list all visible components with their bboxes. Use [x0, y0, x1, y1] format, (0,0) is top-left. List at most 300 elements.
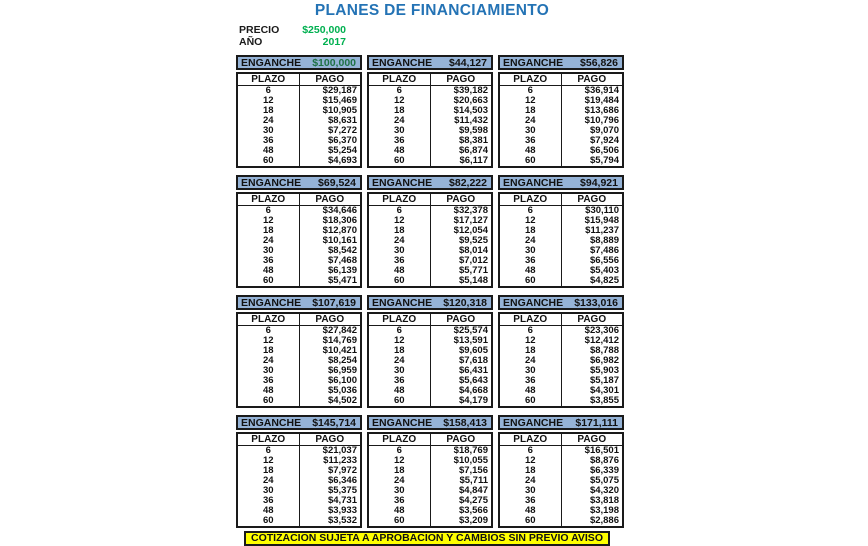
pago-cell: $6,431 [458, 365, 488, 376]
pago-cell: $9,525 [458, 235, 488, 246]
plazo-cell: 12 [499, 456, 561, 466]
plan-table-group [236, 175, 362, 288]
pago-cell: $4,731 [327, 495, 357, 506]
plazo-cell: 24 [368, 356, 430, 366]
plazo-cell: 60 [499, 156, 561, 167]
pago-cell: $8,542 [327, 245, 357, 256]
pago-cell: $34,646 [322, 205, 357, 216]
plazo-cell: 30 [368, 486, 430, 496]
pago-cell: $4,693 [327, 155, 357, 166]
plazo-cell: 6 [499, 206, 561, 217]
plazo-cell: 36 [499, 256, 561, 266]
plazo-cell: 48 [499, 506, 561, 516]
plan-table-group [367, 295, 493, 408]
pago-cell: $5,403 [589, 265, 619, 276]
pago-cell: $11,432 [454, 115, 488, 126]
pago-cell: $7,924 [589, 135, 619, 146]
payments-table [367, 432, 493, 528]
pago-cell: $8,889 [589, 235, 619, 246]
plazo-column-header: PLAZO [499, 313, 561, 326]
plan-row [237, 156, 361, 167]
plazo-cell: 30 [237, 486, 299, 496]
payments-table [498, 312, 624, 408]
pago-cell: $10,161 [322, 235, 357, 246]
plazo-column-header: PLAZO [499, 193, 561, 206]
enganche-value: $145,714 [312, 416, 356, 429]
plazo-cell: 6 [237, 446, 299, 457]
plan-row [368, 516, 492, 527]
plan-row [237, 516, 361, 527]
pago-cell: $7,156 [458, 465, 488, 476]
plan-table-group [498, 55, 624, 168]
pago-cell: $10,905 [322, 105, 357, 116]
enganche-label: ENGANCHE [241, 176, 302, 189]
payments-table [367, 192, 493, 288]
ano-label: AÑO [239, 36, 263, 48]
enganche-value: $171,111 [575, 416, 618, 429]
plazo-cell: 18 [237, 346, 299, 356]
ano-value: 2017 [322, 36, 346, 48]
pago-cell: $20,663 [453, 95, 488, 106]
pago-cell: $14,503 [453, 105, 488, 116]
payments-header-row [368, 193, 492, 206]
plazo-cell: 36 [499, 496, 561, 506]
pago-cell: $13,591 [453, 335, 488, 346]
plazo-cell: 12 [499, 216, 561, 226]
precio-value: $250,000 [302, 24, 346, 36]
payments-table [498, 432, 624, 528]
pago-column-header: PAGO [299, 193, 361, 206]
plan-table-group [367, 415, 493, 528]
pago-cell: $6,346 [327, 475, 357, 486]
plazo-cell: 48 [368, 506, 430, 516]
enganche-value: $107,619 [312, 296, 356, 309]
pago-column-header: PAGO [430, 433, 492, 446]
plan-table-group [367, 55, 493, 168]
plazo-cell: 48 [368, 146, 430, 156]
pago-cell: $7,272 [327, 125, 357, 136]
pago-cell: $4,668 [458, 385, 488, 396]
plazo-column-header: PLAZO [368, 193, 430, 206]
enganche-label: ENGANCHE [503, 416, 564, 429]
plan-table-group [367, 175, 493, 288]
payments-header-row [237, 313, 361, 326]
plazo-column-header: PLAZO [499, 73, 561, 86]
enganche-value: $44,127 [449, 56, 487, 69]
plazo-cell: 12 [237, 216, 299, 226]
plan-row [237, 276, 361, 287]
pago-cell: $4,179 [458, 395, 488, 406]
enganche-label: ENGANCHE [241, 296, 302, 309]
plazo-cell: 36 [368, 376, 430, 386]
enganche-value: $100,000 [312, 56, 356, 69]
payments-header-row [368, 433, 492, 446]
pago-cell: $5,903 [589, 365, 619, 376]
ano-row [239, 36, 346, 48]
pago-cell: $3,566 [458, 505, 488, 516]
plazo-cell: 60 [237, 516, 299, 527]
pago-cell: $5,187 [589, 375, 619, 386]
pago-cell: $6,339 [589, 465, 619, 476]
pago-column-header: PAGO [299, 433, 361, 446]
plazo-cell: 30 [237, 126, 299, 136]
pago-column-header: PAGO [430, 73, 492, 86]
pago-cell: $5,036 [327, 385, 357, 396]
pago-cell: $8,788 [589, 345, 619, 356]
pago-cell: $4,320 [589, 485, 619, 496]
pago-cell: $32,378 [453, 205, 488, 216]
pago-cell: $3,532 [327, 515, 357, 526]
plazo-cell: 24 [237, 356, 299, 366]
pago-cell: $6,370 [327, 135, 357, 146]
plazo-cell: 18 [237, 226, 299, 236]
pago-cell: $16,501 [584, 445, 619, 456]
price-info-block [239, 24, 346, 48]
pago-cell: $17,127 [453, 215, 488, 226]
plazo-cell: 60 [499, 516, 561, 527]
payments-table [236, 312, 362, 408]
plazo-cell: 6 [499, 326, 561, 337]
pago-cell: $3,198 [589, 505, 619, 516]
plazo-cell: 48 [499, 386, 561, 396]
payments-header-row [499, 433, 623, 446]
pago-cell: $19,484 [584, 95, 619, 106]
plazo-cell: 24 [368, 236, 430, 246]
plazo-cell: 6 [499, 86, 561, 97]
page-title: PLANES DE FINANCIAMIENTO [314, 2, 550, 19]
pago-cell: $5,771 [458, 265, 488, 276]
enganche-label: ENGANCHE [372, 416, 433, 429]
pago-cell: $6,506 [589, 145, 619, 156]
plazo-cell: 18 [499, 346, 561, 356]
plazo-cell: 60 [368, 516, 430, 527]
pago-cell: $7,486 [589, 245, 619, 256]
plazo-cell: 18 [499, 226, 561, 236]
pago-cell: $3,209 [458, 515, 488, 526]
plan-row [368, 156, 492, 167]
enganche-header [236, 175, 362, 190]
pago-cell: $3,933 [327, 505, 357, 516]
plazo-cell: 60 [368, 156, 430, 167]
plan-row [237, 396, 361, 407]
plazo-cell: 12 [368, 336, 430, 346]
pago-cell: $5,375 [327, 485, 357, 496]
pago-column-header: PAGO [561, 193, 623, 206]
plazo-cell: 18 [499, 106, 561, 116]
enganche-value: $56,826 [580, 56, 618, 69]
pago-cell: $12,870 [322, 225, 357, 236]
plazo-cell: 48 [499, 146, 561, 156]
plazo-cell: 6 [368, 446, 430, 457]
enganche-label: ENGANCHE [503, 296, 564, 309]
payments-header-row [499, 73, 623, 86]
plazo-cell: 30 [499, 246, 561, 256]
plazo-cell: 36 [499, 136, 561, 146]
payments-header-row [237, 433, 361, 446]
plazo-cell: 48 [237, 506, 299, 516]
plazo-column-header: PLAZO [237, 193, 299, 206]
plazo-column-header: PLAZO [237, 313, 299, 326]
plan-row [499, 156, 623, 167]
plazo-cell: 30 [499, 486, 561, 496]
plazo-cell: 18 [368, 106, 430, 116]
plazo-cell: 60 [237, 156, 299, 167]
pago-cell: $5,471 [327, 275, 357, 286]
pago-column-header: PAGO [299, 73, 361, 86]
pago-cell: $6,117 [459, 155, 488, 166]
payments-table [236, 72, 362, 168]
plazo-cell: 48 [237, 266, 299, 276]
plazo-cell: 18 [237, 466, 299, 476]
plans-grid [236, 55, 628, 528]
enganche-header [498, 295, 624, 310]
pago-cell: $5,148 [458, 275, 488, 286]
plazo-cell: 18 [368, 346, 430, 356]
plazo-cell: 6 [237, 326, 299, 337]
plazo-cell: 60 [499, 276, 561, 287]
pago-cell: $9,070 [589, 125, 619, 136]
pago-cell: $8,631 [327, 115, 357, 126]
payments-table [367, 72, 493, 168]
payments-header-row [237, 193, 361, 206]
pago-cell: $7,468 [327, 255, 357, 266]
pago-cell: $23,306 [584, 325, 619, 336]
pago-cell: $5,794 [589, 155, 619, 166]
enganche-header [367, 295, 493, 310]
plazo-cell: 30 [499, 126, 561, 136]
pago-cell: $5,711 [459, 475, 488, 486]
plazo-cell: 30 [368, 126, 430, 136]
plazo-column-header: PLAZO [237, 73, 299, 86]
plan-table-group [236, 415, 362, 528]
precio-label: PRECIO [239, 24, 280, 36]
payments-table [236, 432, 362, 528]
pago-cell: $4,275 [458, 495, 488, 506]
plazo-cell: 18 [368, 226, 430, 236]
enganche-value: $158,413 [443, 416, 487, 429]
plazo-cell: 12 [237, 456, 299, 466]
pago-cell: $14,769 [322, 335, 357, 346]
plazo-cell: 18 [368, 466, 430, 476]
plazo-cell: 6 [368, 86, 430, 97]
pago-cell: $4,847 [458, 485, 488, 496]
payments-table [498, 192, 624, 288]
pago-cell: $18,306 [322, 215, 357, 226]
payments-header-row [499, 313, 623, 326]
enganche-header [367, 415, 493, 430]
pago-cell: $11,237 [585, 225, 619, 236]
enganche-label: ENGANCHE [503, 56, 564, 69]
pago-cell: $8,876 [589, 455, 619, 466]
precio-row [239, 24, 346, 36]
enganche-header [236, 295, 362, 310]
pago-cell: $6,100 [327, 375, 357, 386]
pago-cell: $29,187 [322, 85, 357, 96]
pago-cell: $13,686 [584, 105, 619, 116]
enganche-value: $82,222 [449, 176, 487, 189]
pago-cell: $27,842 [322, 325, 357, 336]
pago-cell: $3,818 [589, 495, 619, 506]
pago-cell: $11,233 [323, 455, 357, 466]
financing-sheet [236, 0, 628, 546]
plazo-cell: 36 [368, 136, 430, 146]
pago-cell: $2,886 [589, 515, 619, 526]
enganche-value: $69,524 [318, 176, 356, 189]
plazo-cell: 60 [368, 276, 430, 287]
plazo-cell: 6 [368, 326, 430, 337]
plazo-cell: 24 [499, 356, 561, 366]
pago-cell: $6,982 [589, 355, 619, 366]
plazo-cell: 36 [368, 496, 430, 506]
pago-cell: $6,959 [327, 365, 357, 376]
plazo-column-header: PLAZO [368, 73, 430, 86]
pago-cell: $10,055 [453, 455, 488, 466]
pago-column-header: PAGO [430, 313, 492, 326]
plazo-cell: 36 [368, 256, 430, 266]
pago-cell: $5,075 [589, 475, 619, 486]
plan-table-group [236, 295, 362, 408]
plan-row [499, 396, 623, 407]
pago-column-header: PAGO [430, 193, 492, 206]
plazo-cell: 60 [499, 396, 561, 407]
pago-cell: $9,605 [458, 345, 488, 356]
pago-cell: $8,254 [327, 355, 357, 366]
enganche-header [498, 55, 624, 70]
plazo-cell: 60 [237, 276, 299, 287]
pago-cell: $5,643 [458, 375, 488, 386]
enganche-label: ENGANCHE [372, 176, 433, 189]
enganche-header [498, 415, 624, 430]
pago-cell: $3,855 [589, 395, 619, 406]
plazo-cell: 30 [499, 366, 561, 376]
pago-cell: $8,381 [458, 135, 488, 146]
plazo-cell: 12 [237, 96, 299, 106]
payments-header-row [237, 73, 361, 86]
enganche-value: $133,016 [574, 296, 618, 309]
pago-cell: $6,139 [327, 265, 357, 276]
pago-column-header: PAGO [561, 313, 623, 326]
pago-cell: $8,014 [458, 245, 488, 256]
pago-cell: $4,502 [327, 395, 357, 406]
enganche-label: ENGANCHE [372, 56, 433, 69]
plazo-column-header: PLAZO [368, 313, 430, 326]
payments-table [367, 312, 493, 408]
plazo-cell: 24 [237, 116, 299, 126]
plazo-cell: 18 [499, 466, 561, 476]
plan-row [368, 396, 492, 407]
plazo-column-header: PLAZO [499, 433, 561, 446]
plazo-cell: 6 [368, 206, 430, 217]
plazo-cell: 6 [237, 86, 299, 97]
pago-cell: $15,948 [584, 215, 619, 226]
pago-cell: $36,914 [584, 85, 619, 96]
pago-cell: $12,054 [453, 225, 488, 236]
plazo-cell: 24 [368, 116, 430, 126]
plazo-cell: 24 [237, 236, 299, 246]
pago-cell: $6,874 [458, 145, 488, 156]
pago-cell: $6,556 [589, 255, 619, 266]
payments-header-row [499, 193, 623, 206]
pago-cell: $4,825 [589, 275, 619, 286]
enganche-header [367, 175, 493, 190]
pago-cell: $7,012 [458, 255, 488, 266]
plazo-cell: 30 [368, 366, 430, 376]
pago-cell: $39,182 [453, 85, 488, 96]
plan-row [499, 516, 623, 527]
plazo-cell: 48 [237, 146, 299, 156]
plazo-cell: 48 [499, 266, 561, 276]
plazo-cell: 30 [368, 246, 430, 256]
plazo-cell: 60 [237, 396, 299, 407]
enganche-label: ENGANCHE [372, 296, 433, 309]
plazo-cell: 36 [499, 376, 561, 386]
pago-cell: $21,037 [322, 445, 357, 456]
plazo-cell: 6 [237, 206, 299, 217]
pago-cell: $10,796 [584, 115, 619, 126]
pago-column-header: PAGO [299, 313, 361, 326]
enganche-header [236, 415, 362, 430]
plazo-cell: 24 [368, 476, 430, 486]
plan-table-group [498, 415, 624, 528]
pago-cell: $30,110 [585, 205, 619, 216]
payments-table [498, 72, 624, 168]
plazo-cell: 30 [237, 246, 299, 256]
plazo-cell: 12 [368, 216, 430, 226]
pago-cell: $10,421 [322, 345, 357, 356]
plazo-cell: 12 [499, 96, 561, 106]
plazo-cell: 48 [368, 386, 430, 396]
plazo-cell: 36 [237, 496, 299, 506]
pago-cell: $25,574 [453, 325, 488, 336]
pago-cell: $4,301 [589, 385, 619, 396]
plazo-cell: 48 [237, 386, 299, 396]
plazo-cell: 30 [237, 366, 299, 376]
plazo-cell: 12 [499, 336, 561, 346]
enganche-label: ENGANCHE [241, 56, 302, 69]
plan-row [368, 276, 492, 287]
pago-cell: $18,769 [453, 445, 488, 456]
plazo-cell: 36 [237, 136, 299, 146]
plazo-cell: 36 [237, 256, 299, 266]
plazo-cell: 24 [499, 116, 561, 126]
enganche-label: ENGANCHE [241, 416, 302, 429]
plan-table-group [498, 175, 624, 288]
enganche-header [236, 55, 362, 70]
pago-cell: $12,412 [584, 335, 619, 346]
plan-table-group [236, 55, 362, 168]
plazo-cell: 24 [237, 476, 299, 486]
plazo-cell: 12 [237, 336, 299, 346]
pago-column-header: PAGO [561, 73, 623, 86]
plazo-cell: 24 [499, 476, 561, 486]
plan-row [499, 276, 623, 287]
pago-cell: $7,618 [458, 355, 488, 366]
pago-cell: $15,469 [322, 95, 357, 106]
payments-header-row [368, 73, 492, 86]
plan-table-group [498, 295, 624, 408]
plazo-column-header: PLAZO [237, 433, 299, 446]
plazo-cell: 24 [499, 236, 561, 246]
pago-column-header: PAGO [561, 433, 623, 446]
pago-cell: $5,254 [327, 145, 357, 156]
enganche-value: $120,318 [443, 296, 487, 309]
enganche-header [498, 175, 624, 190]
plazo-cell: 6 [499, 446, 561, 457]
enganche-value: $94,921 [580, 176, 618, 189]
payments-table [236, 192, 362, 288]
plazo-cell: 36 [237, 376, 299, 386]
pago-cell: $9,598 [458, 125, 488, 136]
